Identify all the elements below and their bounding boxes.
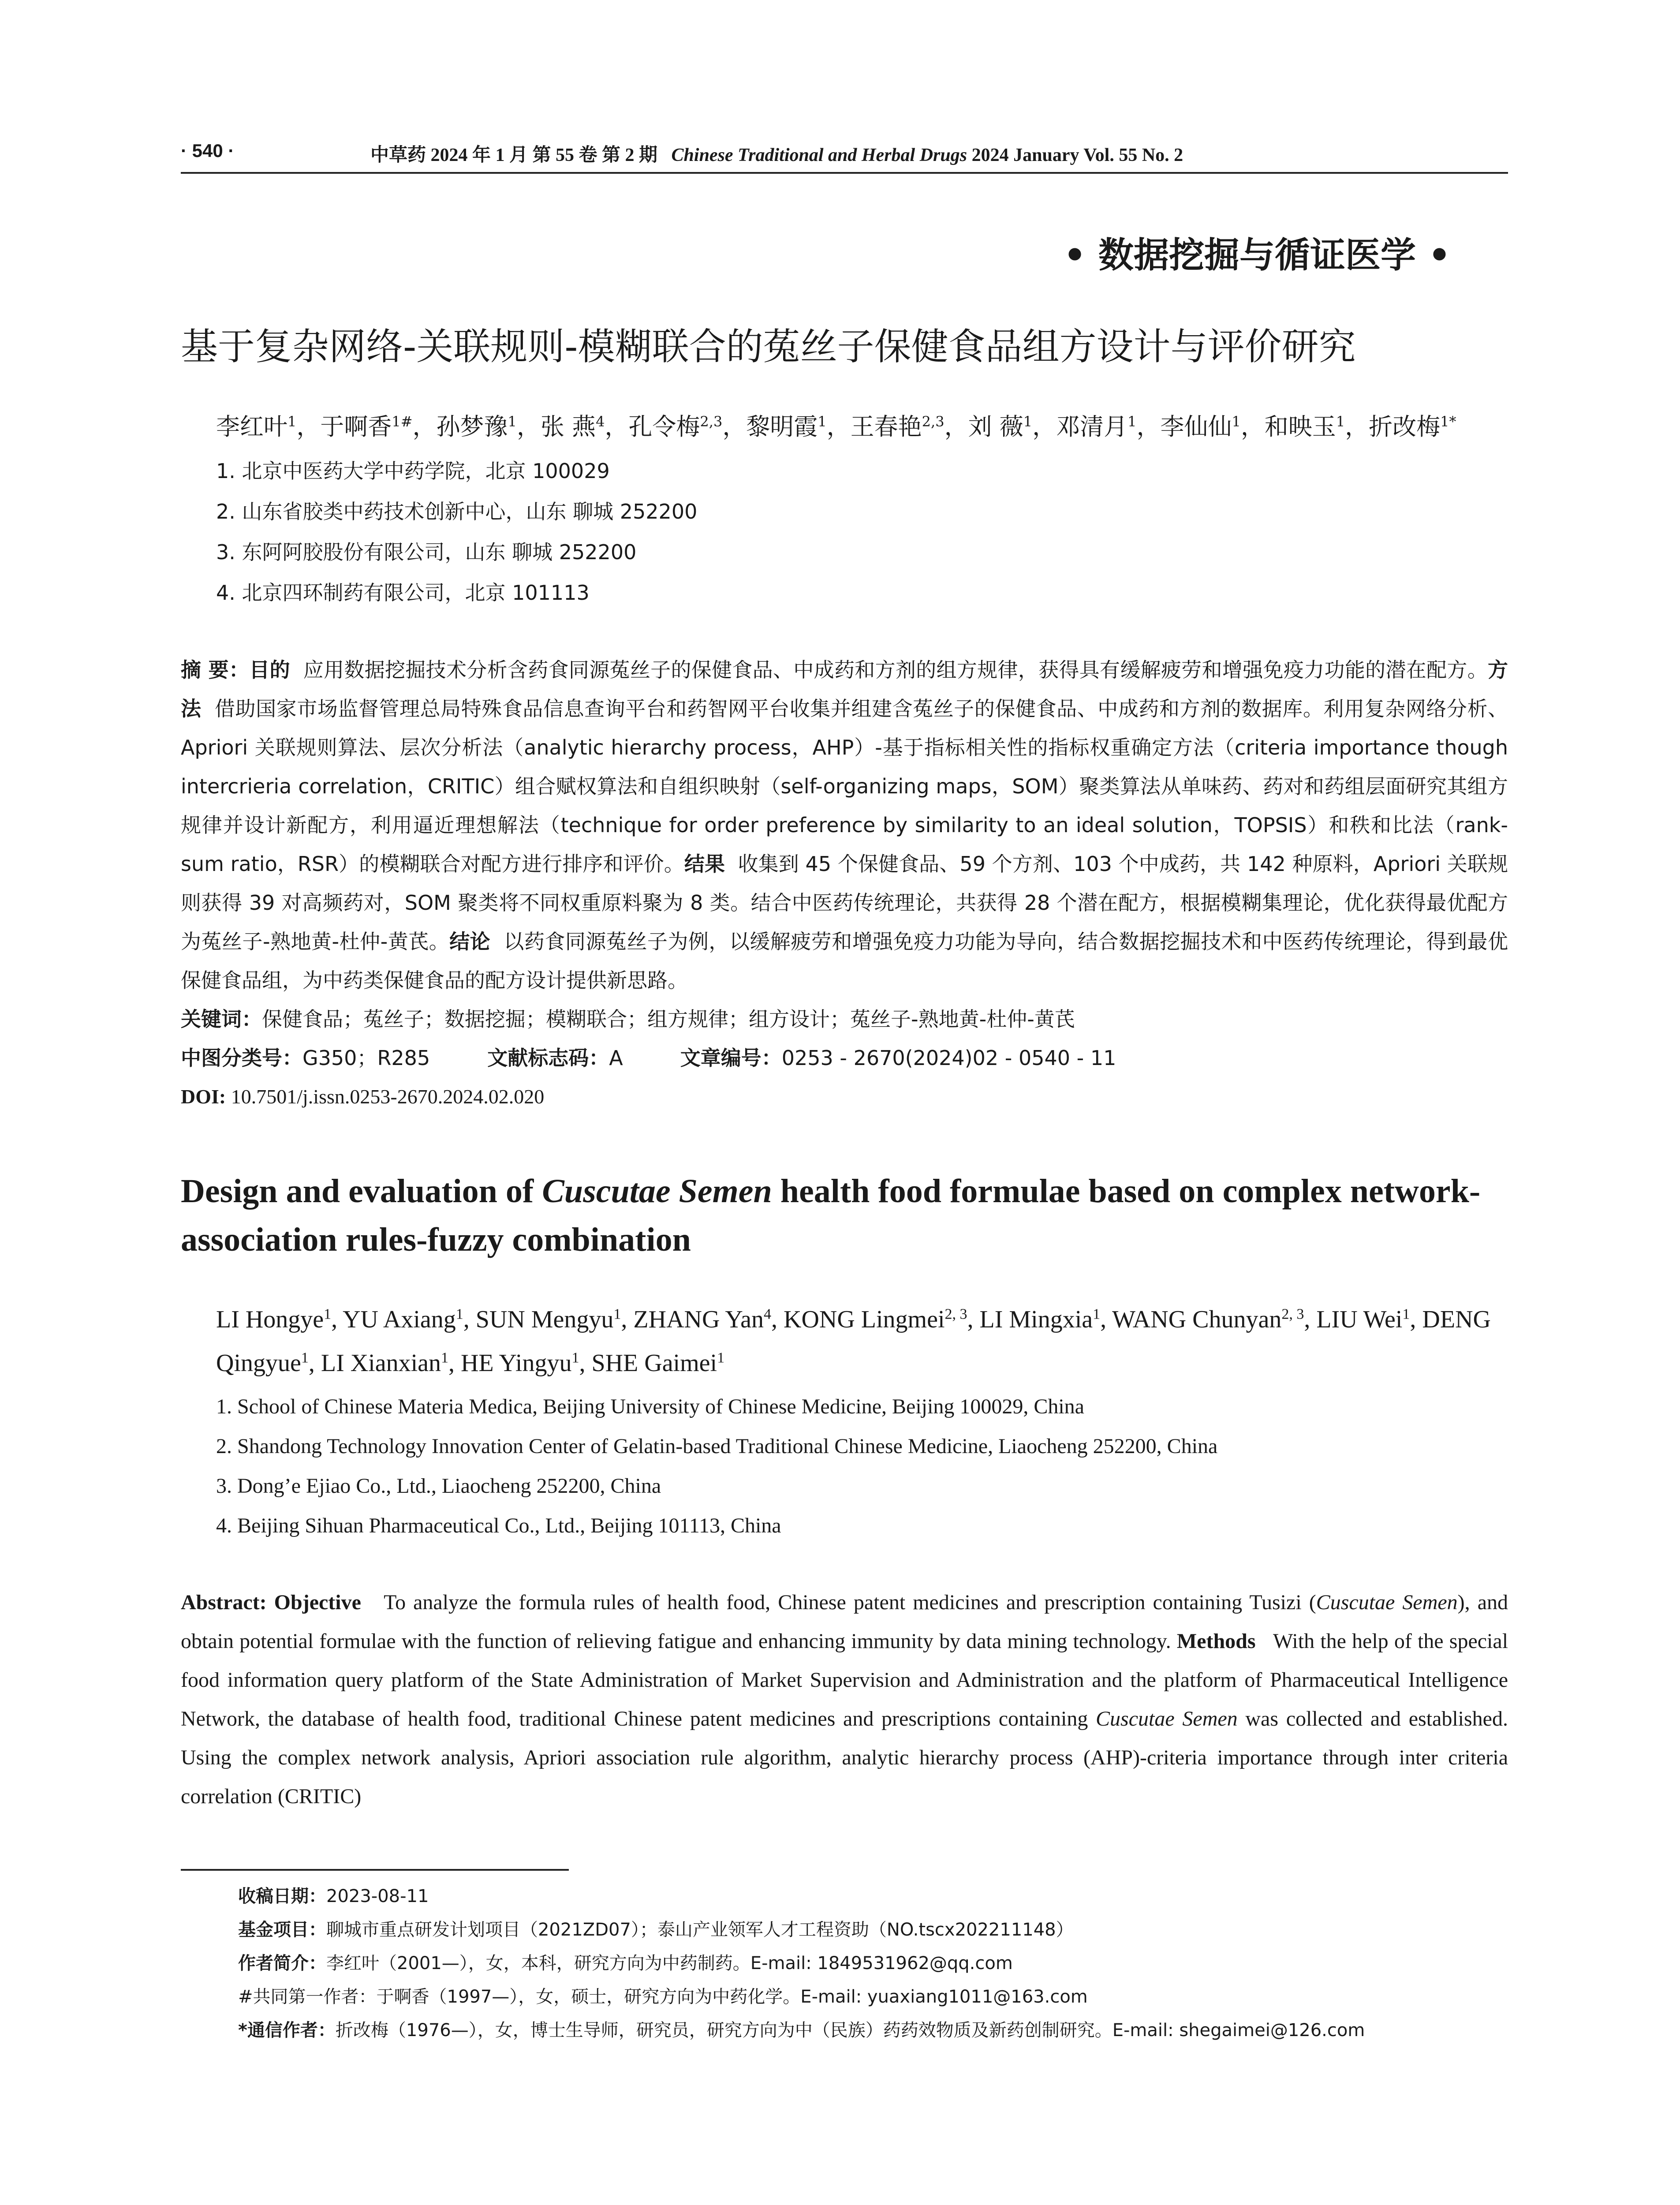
author-name [1056,413,1136,441]
author-name-text: LI Xianxian [321,1349,441,1377]
article-number [680,1039,1116,1077]
abstract-cn [181,650,1508,1000]
author-affiliation-mark: 1 [1402,1306,1410,1322]
abstract-en-objective-label: Objective [274,1591,361,1615]
journal-date-cn: 2024 年 1 月 第 55 卷 第 2 期 [430,145,658,165]
author-name [216,413,296,441]
affiliation-cn-2: 2. 山东省胶类中药技术创新中心，山东 聊城 252200 [216,500,698,523]
author-name [851,413,945,441]
title-en [181,1167,1508,1264]
author-affiliation-mark: 2, 3 [945,1306,967,1322]
page-number: · 540 · [181,140,235,161]
author-affiliation-mark: 2, 3 [1281,1306,1304,1322]
keywords-cn-text: 保健食品；菟丝子；数据挖掘；模糊联合；组方规律；组方设计；菟丝子-熟地黄-杜仲-黄芪 [262,1007,1075,1031]
keywords-cn [181,1000,1508,1039]
author-name [321,1349,448,1377]
author-affiliation-mark: 1* [1440,413,1456,430]
abstract-cn-objective: 应用数据挖掘技术分析含药食同源菟丝子的保健食品、中成药和方剂的组方规律，获得具有缓解疲劳和增强免疫力功能的潜在配方。 [303,658,1488,682]
doc-code-value: A [609,1046,623,1070]
author-affiliation-mark: 1 [818,413,827,430]
author-name [980,1306,1101,1333]
author-name [784,1306,967,1333]
classification-line [181,1039,1508,1077]
clc-value: G350；R285 [302,1046,430,1070]
footnote-label: 收稿日期： [238,1886,326,1907]
author-name-text: 刘 薇 [968,413,1023,441]
author-name [591,1349,724,1377]
title-en-italic: Cuscutae Semen [542,1173,772,1210]
author-affiliation-mark: 1 [455,1306,463,1322]
author-name-text: SUN Mengyu [475,1305,614,1333]
author-name-text: 折改梅 [1369,413,1441,441]
author-affiliation-mark: 1 [613,1306,621,1322]
author-name-text: 于啊香 [320,413,392,441]
doi-link[interactable]: 10.7501/j.issn.0253-2670.2024.02.020 [231,1085,545,1108]
journal-date-en: 2024 January Vol. 55 No. 2 [971,145,1183,165]
footnote-received [238,1880,1508,1913]
abstract-en-methods-italic: Cuscutae Semen [1096,1707,1238,1731]
clc-number [181,1039,430,1077]
author-name-text: HE Yingyu [460,1349,572,1377]
affiliation-en-4: 4. Beijing Sihuan Pharmaceutical Co., Ltd., Beijing 101113, China [216,1514,781,1538]
article-number-label: 文章编号： [680,1046,782,1070]
author-affiliation-mark: 4 [764,1306,772,1322]
abstract-en-label: Abstract: [181,1591,267,1615]
abstract-cn-methods: 借助国家市场监督管理总局特殊食品信息查询平台和药智网平台收集并组建含菟丝子的保健食品、中成药和方剂的数据库。利用复杂网络分析、Apriori 关联规则算法、层次分析法（analytic hierarchy process，AHP）-基于指标相关性的指标权重确定方法（criteria importance though intercrieria correlation，CRITIC）组合赋权算法和自组织映射（self-organizing maps，SOM）聚类算法从单味药、药对和药组层面研究其组方规律并设计新配方，利用逼近理想解法（technique for order preference by similarity to an ideal solution，TOPSIS）和秩和比法（rank-sum ratio，RSR）的模糊联合对配方进行排序和评价。 [181,697,1508,876]
affiliation-en-3: 3. Dong’e Ejiao Co., Ltd., Liaocheng 252200, China [216,1474,661,1498]
author-affiliation-mark: 1 [1093,1306,1101,1322]
author-affiliation-mark: 1# [392,413,413,430]
abstract-cn-results: 收集到 45 个保健食品、59 个方剂、103 个中成药，共 142 种原料，Apriori 关联规则获得 39 对高频药对，SOM 聚类将不同权重原料聚为 8 类。结合中医药传统理论，共获得 28 个潜在配方，根据模糊集理论，优化获得最优配方为菟丝子-熟地黄-杜仲-黄芪。 [181,852,1508,953]
title-en-part1: Design and evaluation of [181,1173,542,1210]
author-affiliation-mark: 1 [301,1349,309,1366]
author-name-text: 张 燕 [540,413,596,441]
abstract-cn-methods-label: 方法 [181,658,1508,721]
author-affiliation-mark: 2,3 [700,413,723,430]
footnote-corresponding-author [238,2014,1508,2047]
clc-label: 中图分类号： [181,1046,302,1070]
author-name-text: 李红叶 [216,413,287,441]
abstract-en-methods-b: was collected and established. Using the complex network analysis, Apriori association rule algorithm, analytic hierarchy process (AHP)-criteria importance through inter criteria correlation (CRITIC) [181,1707,1508,1809]
affiliations-en [181,1387,1508,1546]
author-name-text: LI Hongye [216,1305,324,1333]
author-name [628,413,722,441]
abstract-en-objective-italic: Cuscutae Semen [1316,1591,1458,1615]
author-name [320,413,412,441]
author-name [216,1306,331,1333]
abstract-en-objective-a: To analyze the formula rules of health food, Chinese patent medicines and prescription containing Tusizi ( [384,1591,1316,1615]
abstract-cn-conclusion: 以药食同源菟丝子为例，以缓解疲劳和增强免疫力功能为导向，结合数据挖掘技术和中医药传统理论，得到最优保健食品组，为中药类保健食品的配方设计提供新思路。 [181,930,1508,992]
author-name-text: SHE Gaimei [591,1349,717,1377]
footnotes [238,1880,1508,2047]
author-name [1160,413,1240,441]
author-affiliation-mark: 1 [324,1306,332,1322]
author-name-text: DENG Qingyue [216,1305,1491,1377]
author-name [633,1306,771,1333]
author-affiliation-mark: 2,3 [922,413,945,430]
author-name [461,1349,579,1377]
affiliation-cn-4: 4. 北京四环制药有限公司，北京 101113 [216,581,590,605]
affiliation-cn-1: 1. 北京中医药大学中药学院，北京 100029 [216,459,610,483]
author-affiliation-mark: 1 [717,1349,725,1366]
author-name [1316,1306,1410,1333]
footnote-text: #共同第一作者：于啊香（1997—），女，硕士，研究方向为中药化学。E-mail: yuaxiang1011@163.com [238,1987,1088,2007]
author-affiliation-mark: 1 [1336,413,1345,430]
article-page [181,132,1508,2047]
author-affiliation-mark: 4 [596,413,605,430]
author-name-text: 黎明霞 [746,413,818,441]
article-number-value: 0253 - 2670(2024)02 - 0540 - 11 [781,1046,1116,1070]
author-name-text: 邓清月 [1056,413,1128,441]
affiliation-en-2: 2. Shandong Technology Innovation Center of Gelatin-based Traditional Chinese Medicine, Liaocheng 252200, China [216,1435,1218,1458]
title-cn: 基于复杂网络-关联规则-模糊联合的菟丝子保健食品组方设计与评价研究 [181,325,1356,368]
running-header [181,132,1508,174]
author-name [343,1306,463,1333]
abstract-cn-results-label: 结果 [684,852,725,876]
author-name [476,1306,621,1333]
authors-cn: 李红叶$^1$，于啊香$^{1\#}$，孙梦豫$^1$，张 燕$^4$，孔令梅$^{2,3}$，黎明霞$^1$，王春艳$^{2,3}$，刘 薇$^1$，邓清月$^1$，李仙仙$^1$，和映玉$^1$，折改梅$^{1*}$ [216,413,1456,441]
footnote-co-first-author [238,1980,1508,2014]
affiliation-cn-3: 3. 东阿阿胶股份有限公司，山东 聊城 252200 [216,540,637,564]
author-name-text: LI Mingxia [979,1305,1093,1333]
author-name [1265,413,1345,441]
author-affiliation-mark: 1 [508,413,517,430]
doi-label: DOI: [181,1085,226,1108]
footnote-label: 基金项目： [238,1920,326,1940]
abstract-en-methods-a: With the help of the special food information query platform of the State Administration of Market Supervision and Administration and the platform of Pharmaceutical Intelligence Network, the database of health food, traditional Chinese patent medicines and prescriptions containing [181,1629,1508,1731]
author-name [541,413,605,441]
abstract-en [181,1583,1508,1816]
footnote-text: 2023-08-11 [326,1886,429,1907]
author-name-text: WANG Chunyan [1112,1305,1282,1333]
author-name-text: 孙梦豫 [436,413,508,441]
journal-name-cn: 中草药 [370,144,426,165]
footnote-funding [238,1913,1508,1947]
doc-code-label: 文献标志码： [487,1046,609,1070]
affiliations-cn [181,451,1508,613]
footnote-text: 折改梅（1976—），女，博士生导师，研究员，研究方向为中（民族）药药效物质及新药创制研究。E-mail: shegaimei@126.com [335,2020,1365,2041]
author-name-text: ZHANG Yan [633,1305,764,1333]
author-affiliation-mark: 1 [287,413,297,430]
author-affiliation-mark: 1 [1127,413,1137,430]
section-label: • 数据挖掘与循证医学 • [1064,234,1451,276]
author-affiliation-mark: 1 [571,1349,579,1366]
author-affiliation-mark: 1 [1232,413,1241,430]
author-name [1369,413,1456,441]
author-name-text: 王春艳 [850,413,922,441]
footnote-author-bio [238,1947,1508,1980]
footnote-text: 聊城市重点研发计划项目（2021ZD07）；泰山产业领军人才工程资助（NO.tscx202211148） [326,1920,1074,1940]
title-en-part2: health food formulae based on complex network-association rules-fuzzy combination [181,1173,1481,1258]
abstract-en-methods-label: Methods [1176,1629,1256,1653]
keywords-cn-label: 关键词： [181,1007,262,1031]
abstract-cn-label: 摘 要： [181,658,250,682]
author-name [437,413,517,441]
journal-header [370,140,1183,167]
author-name-text: YU Axiang [343,1305,456,1333]
footnote-label: 作者简介： [238,1953,326,1974]
author-name-text: 李仙仙 [1160,413,1232,441]
journal-name-en: Chinese Traditional and Herbal Drugs [671,145,967,165]
abstract-en-objective-b: ), and obtain potential formulae with the function of relieving fatigue and enhancing immunity by data mining technology. [181,1591,1508,1653]
footnote-label: *通信作者： [238,2020,336,2041]
doi-line [181,1077,1508,1116]
author-name-text: 和映玉 [1264,413,1336,441]
author-name-text: 孔令梅 [628,413,700,441]
author-name [1112,1306,1304,1333]
author-affiliation-mark: 1 [1023,413,1033,430]
author-name-text: LIU Wei [1316,1305,1403,1333]
abstract-cn-conclusion-label: 结论 [449,930,491,953]
abstract-cn-objective-label: 目的 [249,658,290,682]
author-name [968,413,1033,441]
author-name [746,413,826,441]
authors-en: LI Hongye$^1$, YU Axiang$^1$, SUN Mengyu$^1$, ZHANG Yan$^4$, KONG Lingmei$^{2, 3}$, LI Mingxia$^1$, WANG Chunyan$^{2, 3}$, LIU Wei$^1$, DENG Qingyue$^1$, LI Xianxian$^1$, HE Yingyu$^1$, SHE Gaimei$^1$ [216,1305,1491,1377]
author-name-text: KONG Lingmei [784,1305,945,1333]
footnote-text: 李红叶（2001—），女，本科，研究方向为中药制药。E-mail: 1849531962@qq.com [326,1953,1013,1974]
footnote-divider [181,1869,569,1871]
affiliation-en-1: 1. School of Chinese Materia Medica, Beijing University of Chinese Medicine, Beijing 100029, China [216,1395,1084,1419]
author-affiliation-mark: 1 [441,1349,448,1366]
doc-code [487,1039,623,1077]
